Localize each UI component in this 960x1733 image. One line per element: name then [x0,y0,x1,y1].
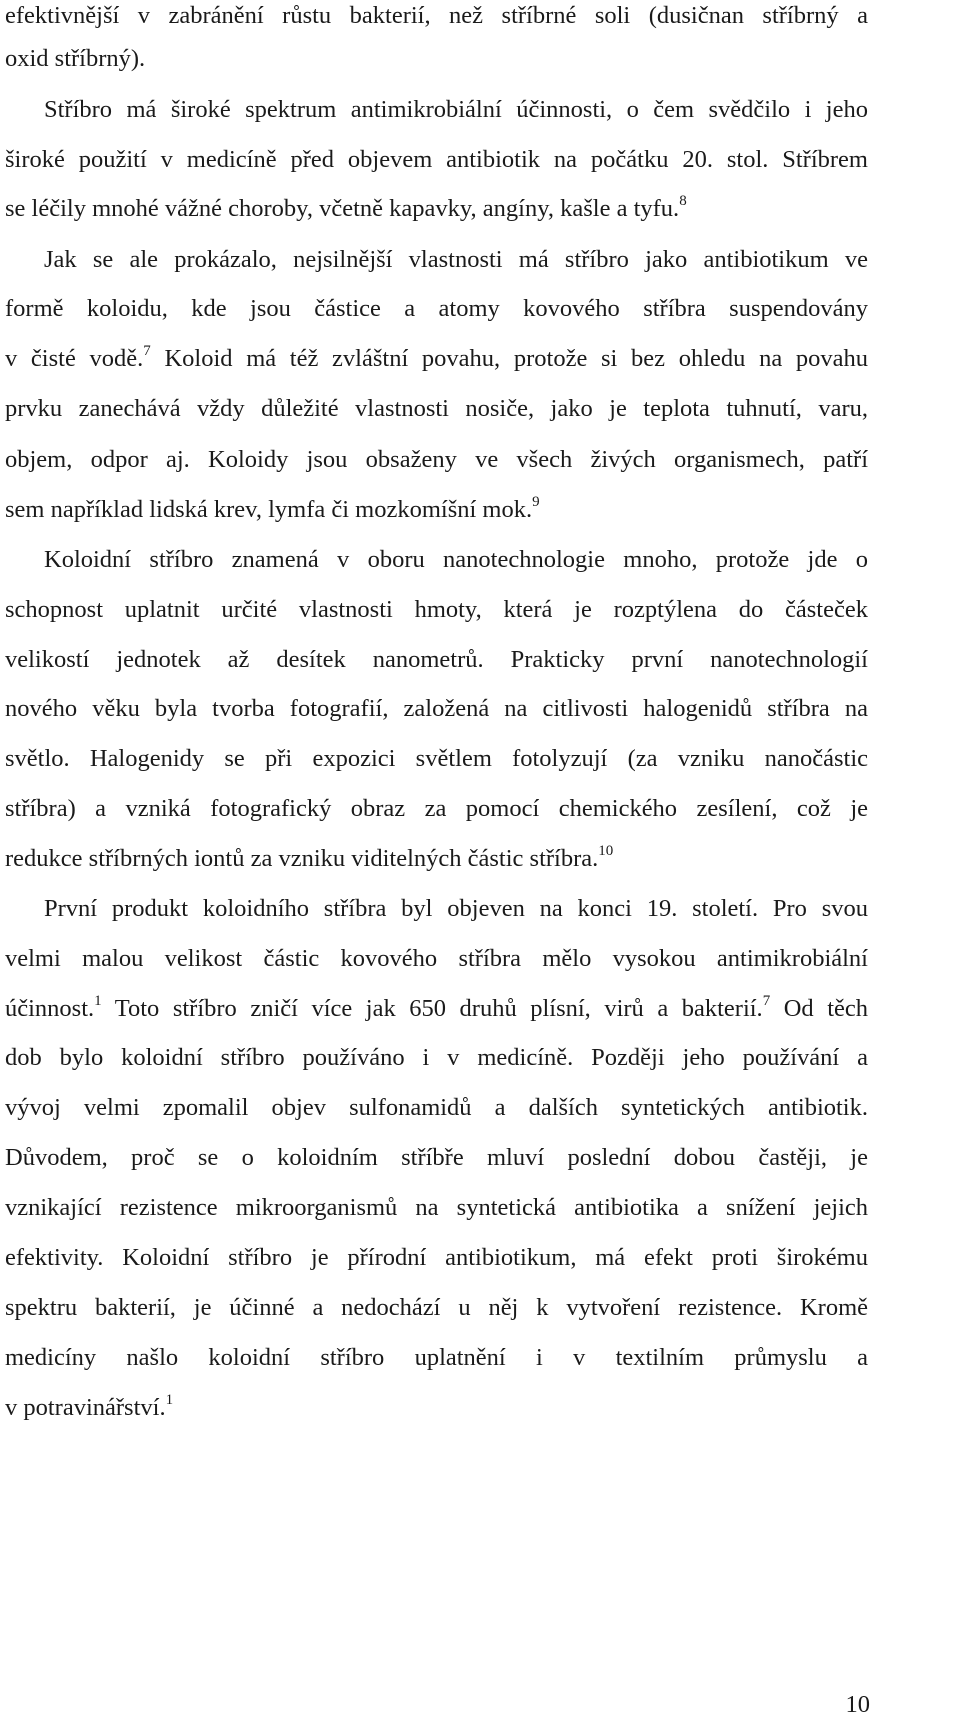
text-line: velmi malou velikost částic kovového stříbra mělo vysokou antimikrobiální [5,945,868,972]
footnote-ref: 7 [143,343,151,359]
text-line: dob bylo koloidní stříbro používáno i v medicíně. Později jeho používání a [5,1044,868,1071]
text-line: oxid stříbrný). [5,45,146,72]
text-line: spektru bakterií, je účinné a nedochází u něj k vytvoření rezistence. Kromě [5,1294,868,1321]
footnote-ref: 1 [165,1392,174,1408]
text-line: vznikající rezistence mikroorganismů na syntetická antibiotika a snížení jejich [5,1194,868,1221]
text-line: nového věku byla tvorba fotografií, založená na citlivosti halogenidů stříbra na [5,695,868,722]
text-line: objem, odpor aj. Koloidy jsou obsaženy ve všech živých organismech, patří [5,446,868,473]
text-line: v potravinářství.$^1$ [5,1392,174,1421]
text-line: účinnost.$^1$ Toto stříbro zničí více jak 650 druhů plísní, virů a bakterií.$^7$ Od těch [5,993,868,1022]
text-line: Důvodem, proč se o koloidním stříbře mluví poslední dobou častěji, je [5,1144,868,1171]
text-line: velikostí jednotek až desítek nanometrů. Prakticky první nanotechnologií [5,646,868,673]
text-line: Jak se ale prokázalo, nejsilnější vlastnosti má stříbro jako antibiotikum ve [44,246,868,273]
footnote-ref: 8 [679,193,687,209]
text-line: formě koloidu, kde jsou částice a atomy kovového stříbra suspendovány [5,295,868,322]
text-line: medicíny našlo koloidní stříbro uplatnění i v textilním průmyslu a [5,1344,868,1371]
text-line: v čisté vodě.$^7$ Koloid má též zvláštní povahu, protože si bez ohledu na povahu [5,343,868,372]
page-number: 10 [845,1691,870,1718]
text-line: stříbra) a vzniká fotografický obraz za pomocí chemického zesílení, což je [5,795,868,822]
text-line: efektivnější v zabránění růstu bakterií, než stříbrné soli (dusičnan stříbrný a [5,2,868,29]
footnote-ref: 1 [94,993,102,1009]
text-line: Koloidní stříbro znamená v oboru nanotechnologie mnoho, protože jde o [44,546,868,573]
text-line: světlo. Halogenidy se při expozici světlem fotolyzují (za vzniku nanočástic [5,745,868,772]
text-line: prvku zanechává vždy důležité vlastnosti nosiče, jako je teplota tuhnutí, varu, [5,395,868,422]
text-line: se léčily mnohé vážné choroby, včetně kapavky, angíny, kašle a tyfu.$^8$ [5,193,687,222]
text-line: široké použití v medicíně před objevem antibiotik na počátku 20. stol. Stříbrem [5,146,868,173]
text-line: sem například lidská krev, lymfa či mozkomíšní mok.$^9$ [5,494,540,523]
text-line: efektivity. Koloidní stříbro je přírodní antibiotikum, má efekt proti širokému [5,1244,868,1271]
text-line: První produkt koloidního stříbra byl objeven na konci 19. století. Pro svou [44,895,868,922]
text-line: vývoj velmi zpomalil objev sulfonamidů a dalších syntetických antibiotik. [5,1094,868,1121]
footnote-ref: 9 [532,494,540,510]
text-line: redukce stříbrných iontů za vzniku viditelných částic stříbra.$^{10}$ [5,843,614,872]
footnote-ref: 7 [762,993,771,1009]
footnote-ref: 10 [598,843,614,859]
text-line: Stříbro má široké spektrum antimikrobiální účinnosti, o čem svědčilo i jeho [44,96,868,123]
text-line: schopnost uplatnit určité vlastnosti hmoty, která je rozptýlena do částeček [5,596,868,623]
